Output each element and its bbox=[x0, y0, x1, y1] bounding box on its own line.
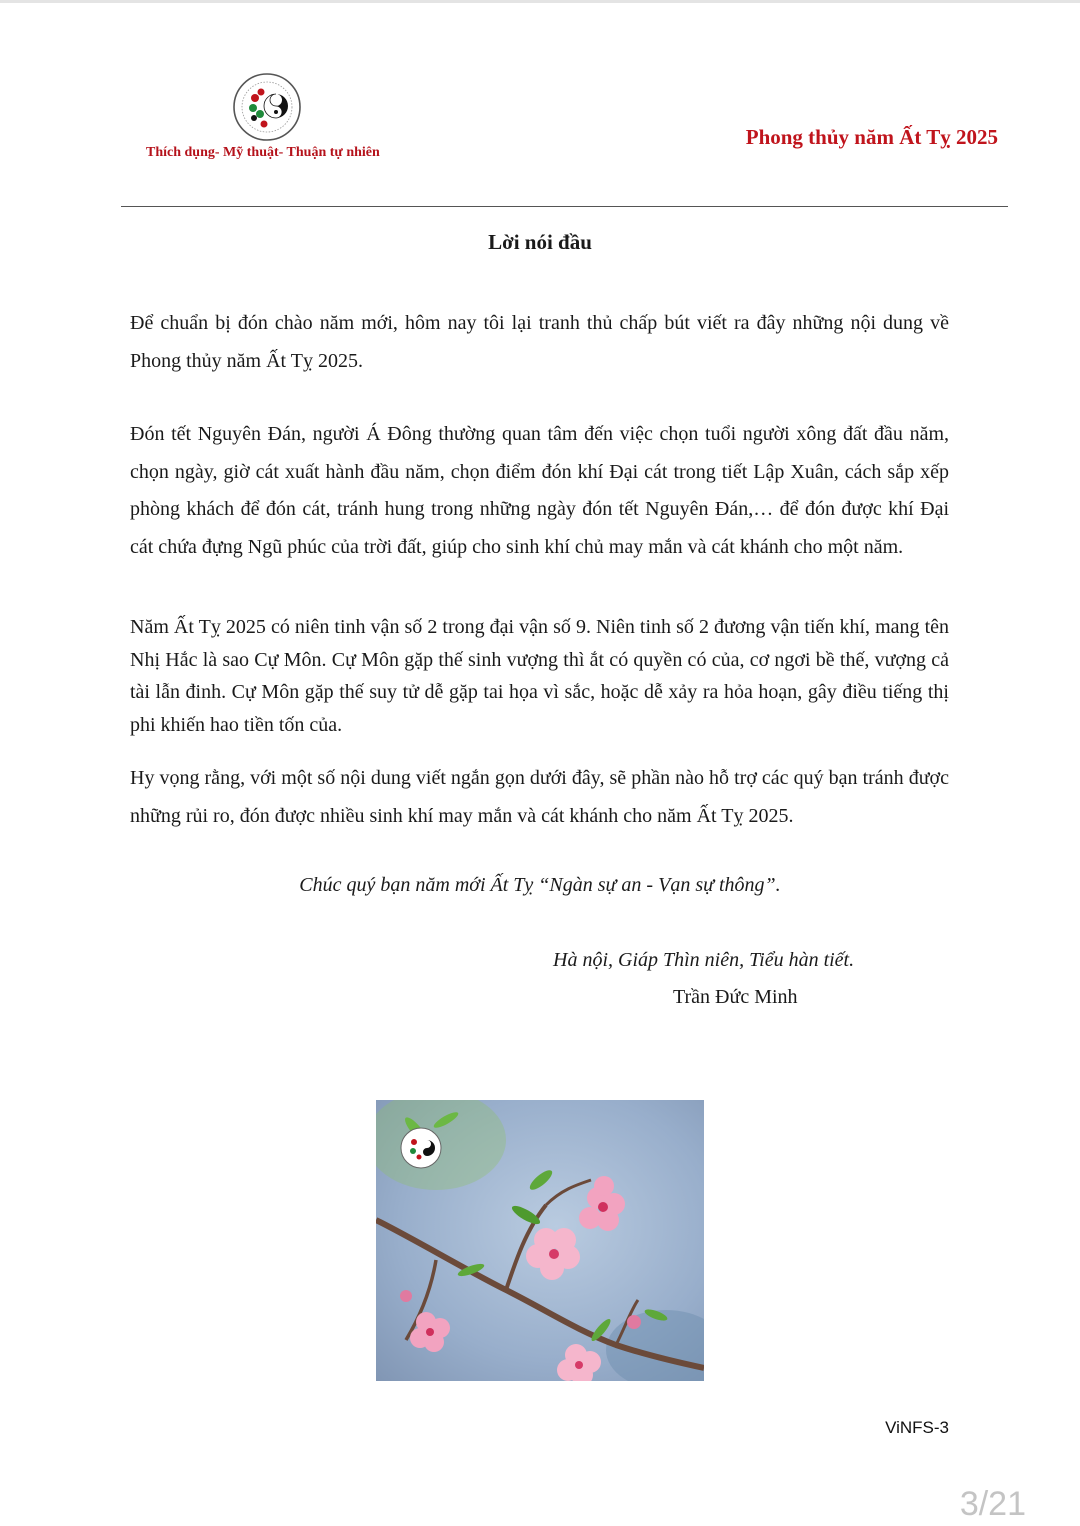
document-code: ViNFS-3 bbox=[885, 1418, 949, 1437]
peach-blossom-photo bbox=[376, 1100, 704, 1381]
paragraph-hope: Hy vọng rằng, với một số nội dung viết ngắn gọn dưới đây, sẽ phần nào hỗ trợ các quý bạn tránh được những rủi ro, đón được nhiều sinh khí may mắn và cát khánh cho năm Ất Tỵ 2025. bbox=[130, 767, 949, 827]
page-indicator: 3/21 bbox=[959, 1485, 1026, 1523]
new-year-wish: Chúc quý bạn năm mới Ất Tỵ “Ngàn sự an - Vạn sự thông”. bbox=[299, 874, 781, 896]
logo-slogan: Thích dụng- Mỹ thuật- Thuận tự nhiên bbox=[146, 145, 380, 160]
header-divider bbox=[121, 206, 1008, 207]
author-name: Trần Đức Minh bbox=[673, 986, 798, 1008]
document-header-title: Phong thủy năm Ất Tỵ 2025 bbox=[745, 125, 998, 149]
place-date-line: Hà nội, Giáp Thìn niên, Tiểu hàn tiết. bbox=[553, 949, 855, 971]
section-heading: Lời nói đầu bbox=[488, 230, 592, 254]
viewer-top-border bbox=[0, 0, 1080, 3]
yin-yang-logo-icon bbox=[232, 72, 302, 142]
paragraph-tet: Đón tết Nguyên Đán, người Á Đông thường quan tâm đến việc chọn tuổi người xông đất đầu năm, chọn ngày, giờ cát xuất hành đầu năm, chọn điểm đón khí Đại cát trong tiết Lập Xuân, cách sắp xếp phòng khách để đón cát, tránh hung trong những ngày đón tết Nguyên Đán,… để đón được khí Đại cát chứa đựng Ngũ phúc của trời đất, giúp cho sinh khí chủ may mắn và cát khánh cho một năm. bbox=[130, 423, 949, 558]
paragraph-star: Năm Ất Tỵ 2025 có niên tinh vận số 2 trong đại vận số 9. Niên tinh số 2 đương vận tiến khí, mang tên Nhị Hắc là sao Cự Môn. Cự Môn gặp thế sinh vượng thì ắt có quyền có của, cơ ngơi bề thế, vượng cả tài lẫn đinh. Cự Môn gặp thế suy tử dễ gặp tai họa vì sắc, hoặc dễ xảy ra hỏa hoạn, gây điều tiếng thị phi khiến hao tiền tốn của. bbox=[130, 616, 949, 736]
paragraph-intro: Để chuẩn bị đón chào năm mới, hôm nay tôi lại tranh thủ chấp bút viết ra đây những nội dung về Phong thủy năm Ất Tỵ 2025. bbox=[130, 312, 949, 372]
